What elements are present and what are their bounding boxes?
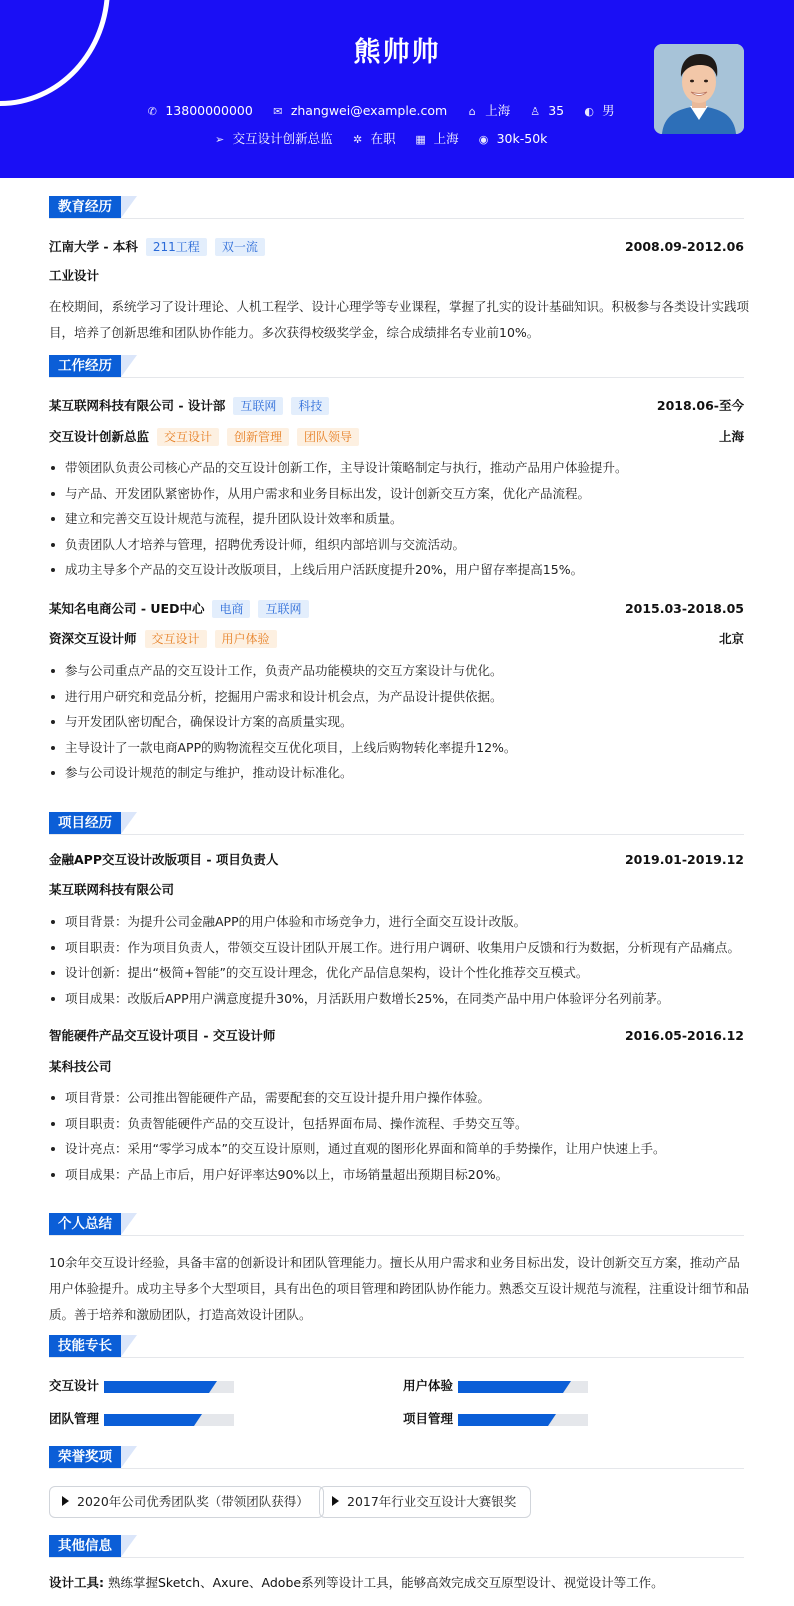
status-icon: ✲ [352, 133, 363, 146]
project-period: 2016.05-2016.12 [624, 1028, 744, 1043]
skill-fill [104, 1381, 209, 1393]
header-info-text: 35 [548, 103, 565, 118]
list-item: 进行用户研究和竞品分析，挖掘用户需求和设计机会点，为产品设计提供依据。 [49, 684, 749, 710]
gender-icon: ◐ [584, 105, 594, 118]
send-icon: ➢ [214, 133, 225, 146]
skill-item [403, 1409, 703, 1429]
list-item: 项目职责：作为项目负责人，带领交互设计团队开展工作。进行用户调研、收集用户反馈和行为数据，分析现有产品痛点。 [49, 935, 749, 961]
mail-icon: ✉ [273, 105, 283, 118]
header-info-item [414, 129, 459, 147]
work-period: 2018.06-至今 [656, 398, 744, 413]
award-label: 2020年公司优秀团队奖（带领团队获得） [77, 1494, 309, 1509]
other-text: 熟练掌握Sketch、Axure、Adobe系列等设计工具，能够高效完成交互原型设计、视觉设计等工作。 [107, 1575, 664, 1590]
divider [49, 218, 744, 219]
header-info-text: 交互设计创新总监 [232, 131, 333, 146]
other-row [49, 1573, 744, 1593]
header-info-item [213, 129, 333, 147]
project-org-row [49, 880, 744, 900]
section-projects-title: 项目经历 [49, 812, 121, 834]
list-item: 负责团队人才培养与管理，招聘优秀设计师，组织内部培训与交流活动。 [49, 532, 749, 558]
edu-tag: 双一流 [215, 238, 265, 256]
company-tag: 电商 [212, 600, 250, 618]
summary-text: 10余年交互设计经验，具备丰富的创新设计和团队管理能力。擅长从用户需求和业务目标出发，设计创新交互方案，推动产品用户体验提升。成功主导多个大型项目，具有出色的项目管理和跨团队协作能力。熟悉交互设计规范与流程，注重设计细节和品质。善于培养和激励团队，打造高效设计团队。 [49, 1255, 750, 1322]
header-info-item [528, 103, 564, 118]
header-info-text: 在职 [370, 131, 396, 146]
project-period: 2019.01-2019.12 [624, 852, 744, 867]
project-entry-2 [49, 1026, 744, 1046]
phone-icon: ✆ [147, 105, 157, 118]
education-entry [49, 237, 744, 257]
header-info-text: 上海 [485, 103, 511, 118]
list-item: 建立和完善交互设计规范与流程，提升团队设计效率和质量。 [49, 506, 749, 532]
section-education-title: 教育经历 [49, 196, 121, 218]
skill-name: 用户体验 [403, 1378, 454, 1393]
skill-tag: 团队领导 [297, 428, 359, 446]
project-org: 某科技公司 [49, 1059, 112, 1074]
work-location: 上海 [718, 429, 744, 444]
job-title: 交互设计创新总监 [49, 429, 150, 444]
header-info-text: 男 [602, 103, 615, 118]
list-item: 项目背景：公司推出智能硬件产品，需要配套的交互设计提升用户操作体验。 [49, 1085, 749, 1111]
header-info-text: 13800000000 [165, 103, 253, 118]
skill-name: 项目管理 [403, 1411, 454, 1426]
section-work [49, 355, 744, 377]
company-tag: 科技 [291, 397, 329, 415]
section-projects [49, 812, 744, 834]
project-entry-1 [49, 850, 744, 870]
list-item: 项目成果：产品上市后，用户好评率达90%以上，市场销量超出预期目标20%。 [49, 1162, 749, 1188]
work-1-bullets [49, 455, 749, 583]
skill-fill [458, 1381, 563, 1393]
divider [49, 1468, 744, 1469]
section-summary [49, 1213, 744, 1235]
play-icon [62, 1496, 69, 1506]
list-item: 项目职责：负责智能硬件产品的交互设计，包括界面布局、操作流程、手势交互等。 [49, 1111, 749, 1137]
skill-bar [458, 1381, 588, 1393]
list-item: 成功主导多个产品的交互设计改版项目，上线后用户活跃度提升20%，用户留存率提高15%。 [49, 557, 749, 583]
education-description: 在校期间，系统学习了设计理论、人机工程学、设计心理学等专业课程，掌握了扎实的设计基础知识。积极参与各类设计实践项目，培养了创新思维和团队协作能力。多次获得校级奖学金，综合成绩排名专业前10%。 [49, 299, 750, 340]
building-icon: ▦ [415, 133, 426, 146]
job-title: 资深交互设计师 [49, 631, 137, 646]
project-1-bullets [49, 909, 749, 1011]
skill-tag: 用户体验 [215, 630, 277, 648]
header-info-item [145, 103, 252, 118]
list-item: 项目背景：为提升公司金融APP的用户体验和市场竞争力，进行全面交互设计改版。 [49, 909, 749, 935]
award-item [319, 1486, 531, 1518]
work-title-row [49, 427, 744, 447]
skill-name: 团队管理 [49, 1411, 100, 1426]
header-info-text: 30k-50k [496, 131, 548, 146]
list-item: 带领团队负责公司核心产品的交互设计创新工作，主导设计策略制定与执行，推动产品用户体验提升。 [49, 455, 749, 481]
list-item: 项目成果：改版后APP用户满意度提升30%，月活跃用户数增长25%，在同类产品中用户体验评分名列前茅。 [49, 986, 749, 1012]
project-org-row [49, 1057, 744, 1077]
project-name: 金融APP交互设计改版项目 - 项目负责人 [49, 852, 279, 867]
divider [49, 1357, 744, 1358]
company-tag: 互联网 [258, 600, 308, 618]
header-info-text: 上海 [433, 131, 459, 146]
list-item: 参与公司设计规范的制定与维护，推动设计标准化。 [49, 760, 749, 786]
section-other-title: 其他信息 [49, 1535, 121, 1557]
header-info-text: zhangwei@example.com [290, 103, 448, 118]
company-name: 某知名电商公司 - UED中心 [49, 601, 205, 616]
list-item: 主导设计了一款电商APP的购物流程交互优化项目，上线后购物转化率提升12%。 [49, 735, 749, 761]
section-honors-title: 荣誉奖项 [49, 1446, 121, 1468]
play-icon [332, 1496, 339, 1506]
work-period: 2015.03-2018.05 [624, 601, 744, 616]
skill-fill [104, 1414, 194, 1426]
list-item: 参与公司重点产品的交互设计工作，负责产品功能模块的交互方案设计与优化。 [49, 658, 749, 684]
list-item: 与产品、开发团队紧密协作，从用户需求和业务目标出发，设计创新交互方案，优化产品流程。 [49, 481, 749, 507]
skill-item [403, 1376, 703, 1396]
salary-icon: ◉ [478, 133, 489, 146]
work-title-row [49, 629, 744, 649]
award-item [49, 1486, 324, 1518]
resume-header [0, 0, 794, 178]
skill-bar [458, 1414, 588, 1426]
skill-fill [458, 1414, 548, 1426]
skill-tag: 交互设计 [157, 428, 219, 446]
divider [49, 1557, 744, 1558]
header-info-item [465, 101, 510, 119]
list-item: 设计创新：提出“极简+智能”的交互设计理念，优化产品信息架构，设计个性化推荐交互模式。 [49, 960, 749, 986]
divider [49, 377, 744, 378]
header-info-item [271, 103, 447, 118]
skill-name: 交互设计 [49, 1378, 100, 1393]
work-location: 北京 [718, 631, 744, 646]
edu-period: 2008.09-2012.06 [624, 239, 744, 254]
company-tag: 互联网 [233, 397, 283, 415]
section-skills-title: 技能专长 [49, 1335, 121, 1357]
major-row [49, 266, 744, 286]
section-other [49, 1535, 744, 1557]
skill-tag: 创新管理 [227, 428, 289, 446]
skill-item [49, 1409, 349, 1429]
project-2-bullets [49, 1085, 749, 1187]
avatar [654, 44, 744, 134]
company-name: 某互联网科技有限公司 - 设计部 [49, 398, 226, 413]
skill-bar [104, 1381, 234, 1393]
section-education [49, 196, 744, 218]
work-entry-2 [49, 599, 744, 619]
edu-tag: 211工程 [146, 238, 207, 256]
candidate-name: 熊帅帅 [353, 37, 441, 68]
project-name: 智能硬件产品交互设计项目 - 交互设计师 [49, 1028, 276, 1043]
school-name: 江南大学 - 本科 [49, 239, 138, 254]
section-work-title: 工作经历 [49, 355, 121, 377]
section-summary-title: 个人总结 [49, 1213, 121, 1235]
award-label: 2017年行业交互设计大赛银奖 [347, 1494, 517, 1509]
work-2-bullets [49, 658, 749, 786]
work-entry-1 [49, 396, 744, 416]
list-item: 设计亮点：采用“零学习成本”的交互设计原则，通过直观的图形化界面和简单的手势操作，让用户快速上手。 [49, 1136, 749, 1162]
skill-tag: 交互设计 [145, 630, 207, 648]
home-icon: ⌂ [468, 105, 476, 118]
other-label: 设计工具: [49, 1575, 104, 1590]
divider [49, 834, 744, 835]
header-info-item [351, 129, 396, 147]
project-org: 某互联网科技有限公司 [49, 882, 175, 897]
skill-bar [104, 1414, 234, 1426]
list-item: 与开发团队密切配合，确保设计方案的高质量实现。 [49, 709, 749, 735]
age-icon: ♙ [530, 105, 541, 118]
header-info-item [477, 131, 548, 146]
section-skills [49, 1335, 744, 1357]
divider [49, 1235, 744, 1236]
header-info-item [582, 101, 615, 119]
section-honors [49, 1446, 744, 1468]
skill-item [49, 1376, 349, 1396]
major: 工业设计 [49, 268, 100, 283]
